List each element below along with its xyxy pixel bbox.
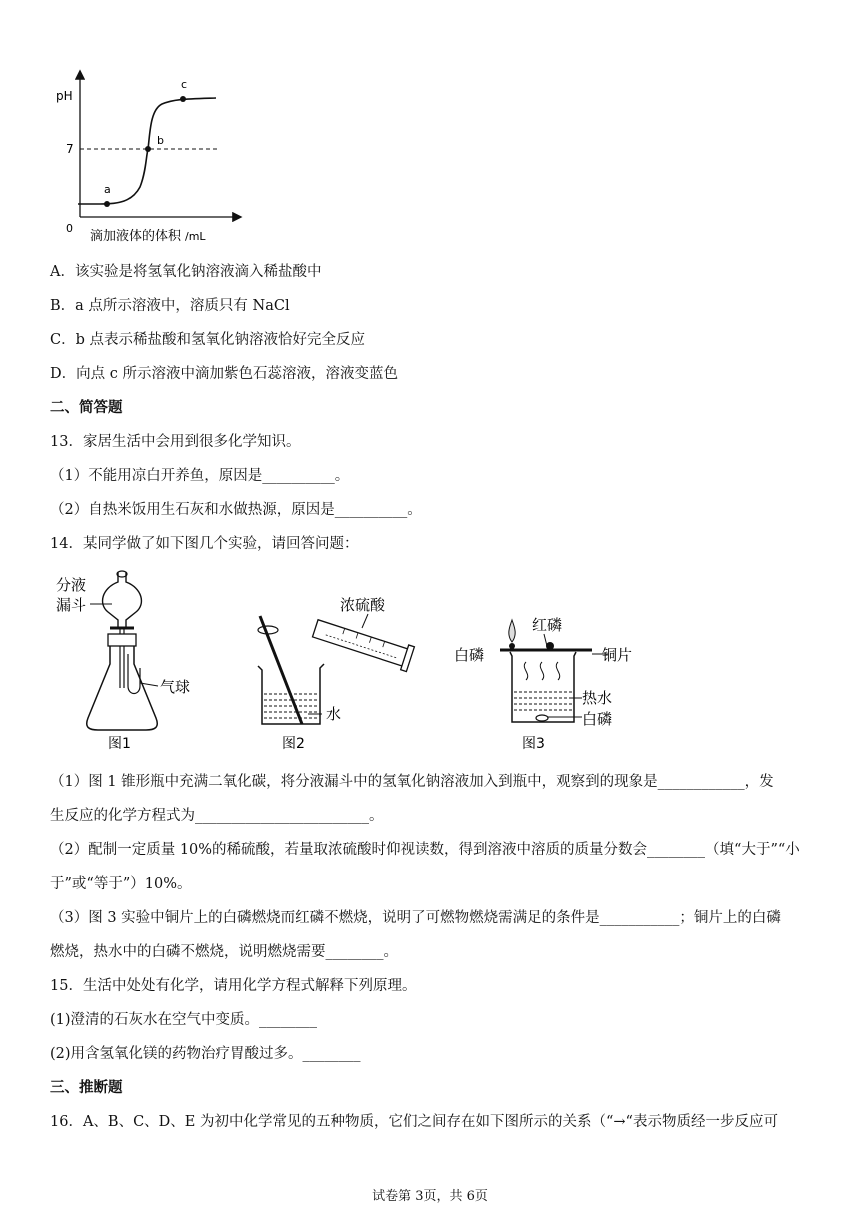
q13-part2: （2）自热米饭用生石灰和水做热源，原因是__________。 bbox=[50, 502, 422, 518]
figure-2-caption: 图2 bbox=[282, 736, 305, 752]
separatory-funnel bbox=[103, 572, 142, 628]
q14-part3-line1: （3）图 3 实验中铜片上的白磷燃烧而红磷不燃烧，说明了可燃物燃烧需满足的条件是___________；铜片上的白磷 bbox=[50, 910, 781, 926]
figure-3-caption: 图3 bbox=[522, 736, 545, 752]
figure-3-combustion bbox=[452, 612, 652, 752]
figure-1-caption: 图1 bbox=[108, 736, 131, 752]
figure-2-dilution bbox=[250, 588, 430, 753]
q14-stem: 14．某同学做了如下图几个实验，请回答问题： bbox=[50, 536, 359, 552]
funnel-label-line2: 漏斗 bbox=[56, 596, 87, 614]
section-heading-short-answer: 二、简答题 bbox=[50, 399, 123, 416]
red-phosphorus-label: 红磷 bbox=[532, 616, 563, 634]
funnel-label-line1: 分液 bbox=[56, 576, 87, 594]
point-b-label: b bbox=[157, 134, 164, 147]
q15-part1: (1)澄清的石灰水在空气中变质。________ bbox=[50, 1012, 318, 1028]
y-axis-label: pH bbox=[56, 89, 73, 103]
white-phosphorus-top-label: 白磷 bbox=[454, 646, 485, 664]
q15-stem: 15．生活中处处有化学，请用化学方程式解释下列原理。 bbox=[50, 978, 417, 994]
balloon-label: 气球 bbox=[160, 678, 191, 696]
q14-part2-line1: （2）配制一定质量 10%的稀硫酸，若量取浓硫酸时仰视读数，得到溶液中溶质的质量分数会________（填“大于”“小 bbox=[50, 842, 800, 858]
figure-1-flask bbox=[50, 568, 220, 753]
point-c-marker bbox=[180, 96, 186, 102]
point-c-label: c bbox=[181, 78, 188, 91]
page-footer: 试卷第 3页，共 6页 bbox=[372, 1189, 488, 1204]
origin-label: 0 bbox=[66, 222, 73, 235]
q15-part2: (2)用含氢氧化镁的药物治疗胃酸过多。________ bbox=[50, 1046, 361, 1062]
q13-part1: （1）不能用凉白开养鱼，原因是__________。 bbox=[50, 468, 350, 484]
q14-part3-line2: 燃烧，热水中的白磷不燃烧，说明燃烧需要________。 bbox=[50, 944, 398, 960]
option-b: B．a 点所示溶液中，溶质只有 NaCl bbox=[50, 298, 290, 314]
x-axis-label: 滴加液体的体积 /mL bbox=[90, 229, 206, 244]
y-tick-7: 7 bbox=[66, 142, 74, 156]
water-label: 水 bbox=[326, 705, 342, 723]
acid-label: 浓硫酸 bbox=[340, 596, 386, 614]
point-a-label: a bbox=[104, 183, 111, 196]
q14-part1-line1: （1）图 1 锥形瓶中充满二氧化碳，将分液漏斗中的氢氧化钠溶液加入到瓶中，观察到的现象是____________，发 bbox=[50, 774, 774, 790]
q14-part2-line2: 于”或“等于”）10%。 bbox=[50, 876, 192, 892]
white-phosphorus-bottom-label: 白磷 bbox=[582, 710, 613, 728]
ph-curve-graph bbox=[50, 62, 250, 247]
copper-label: 铜片 bbox=[602, 646, 633, 664]
section-heading-inference: 三、推断题 bbox=[50, 1079, 123, 1096]
hot-water-label: 热水 bbox=[582, 689, 613, 707]
hot-water-beaker bbox=[510, 652, 576, 722]
glass-rod bbox=[260, 616, 302, 724]
point-a-marker bbox=[104, 201, 110, 207]
erlenmeyer-flask bbox=[87, 646, 158, 730]
q16-stem: 16．A、B、C、D、E 为初中化学常见的五种物质，它们之间存在如下图所示的关系（“→“表示物质经一步反应可 bbox=[50, 1114, 778, 1130]
option-a: A．该实验是将氢氧化钠溶液滴入稀盐酸中 bbox=[50, 264, 322, 280]
point-b-marker bbox=[145, 146, 151, 152]
graduated-cylinder bbox=[311, 616, 414, 672]
option-c: C．b 点表示稀盐酸和氢氧化钠溶液恰好完全反应 bbox=[50, 332, 365, 348]
q14-part1-line2: 生反应的化学方程式为________________________。 bbox=[50, 808, 384, 824]
q13-stem: 13．家居生活中会用到很多化学知识。 bbox=[50, 434, 301, 450]
option-d: D．向点 c 所示溶液中滴加紫色石蕊溶液，溶液变蓝色 bbox=[50, 366, 398, 382]
flame bbox=[509, 620, 515, 642]
